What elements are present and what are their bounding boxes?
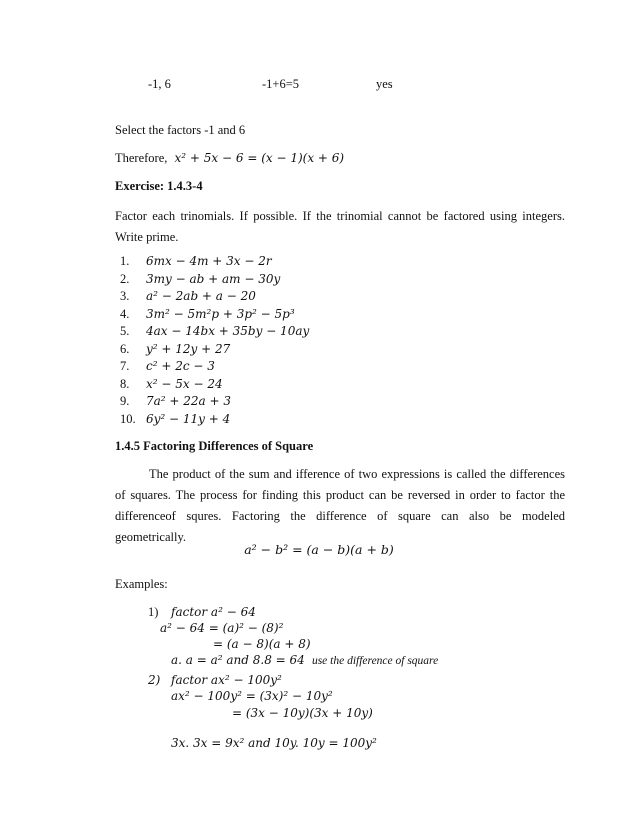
example-2-step-1: ax² − 100y² = (3x)² − 10y² [171, 689, 333, 703]
answer-cell: yes [376, 77, 393, 91]
example-2-step-3: 3x. 3x = 9x² and 10y. 10y = 100y² [171, 736, 377, 750]
examples-label: Examples: [115, 577, 168, 591]
factor-sum-cell: -1+6=5 [262, 77, 300, 91]
exercise-item: 5. 4ax − 14bx + 35by − 10ay [120, 324, 310, 338]
exercise-item: 3. a² − 2ab + a − 20 [120, 289, 256, 303]
exercise-item: 10. 6y² − 11y + 4 [120, 411, 231, 426]
example-1-title: factor a² − 64 [171, 605, 256, 619]
example-1-step-3: a. a = a² and 8.8 = 64 use the difference of square [171, 653, 439, 667]
example-2-title: factor ax² − 100y² [171, 673, 282, 687]
exercise-item: 6. y² + 12y + 27 [120, 341, 231, 356]
exercise-heading: Exercise: 1.4.3-4 [115, 179, 203, 193]
exercise-item: 8. x² − 5x − 24 [120, 376, 223, 391]
exercise-item: 1. 6mx − 4m + 3x − 2r [120, 254, 272, 268]
example-1-step-1: a² − 64 = (a)² − (8)² [160, 621, 284, 635]
therefore-line [115, 150, 344, 166]
example-1-step-2: = (a − 8)(a + 8) [213, 637, 311, 651]
exercise-item: 7. c² + 2c − 3 [120, 359, 215, 373]
section-heading: 1.4.5 Factoring Differences of Square [115, 439, 314, 453]
example-2-number: 2) [148, 673, 161, 687]
therefore-label: Therefore, [115, 151, 168, 165]
example-1-number: 1) [148, 605, 159, 619]
therefore-equation: x² + 5x − 6 = (x − 1)(x + 6) [174, 151, 345, 165]
select-factors-text: Select the factors -1 and 6 [115, 123, 246, 137]
exercise-item: 4. 3m² − 5m²p + 3p² − 5p³ [120, 306, 295, 321]
exercise-item: 2. 3my − ab + am − 30y [120, 271, 281, 286]
difference-of-squares-formula: a² − b² = (a − b)(a + b) [244, 542, 394, 557]
example-2-step-2: = (3x − 10y)(3x + 10y) [232, 706, 373, 720]
exercise-item: 9. 7a² + 22a + 3 [120, 394, 232, 408]
section-paragraph: The product of the sum and ifference of two expressions is called the differences of squares. The process for finding this product can be reversed in order to factor the differenceof squres. Factoring the difference of square can also be modeled geometrically. [115, 467, 565, 544]
exercise-instructions: Factor each trinomials. If possible. If the trinomial cannot be factored using integers. Write prime. [115, 209, 565, 244]
factor-pair-cell: -1, 6 [148, 77, 171, 91]
example-1-note: use the difference of square [311, 655, 439, 667]
exercise-list [120, 253, 309, 428]
